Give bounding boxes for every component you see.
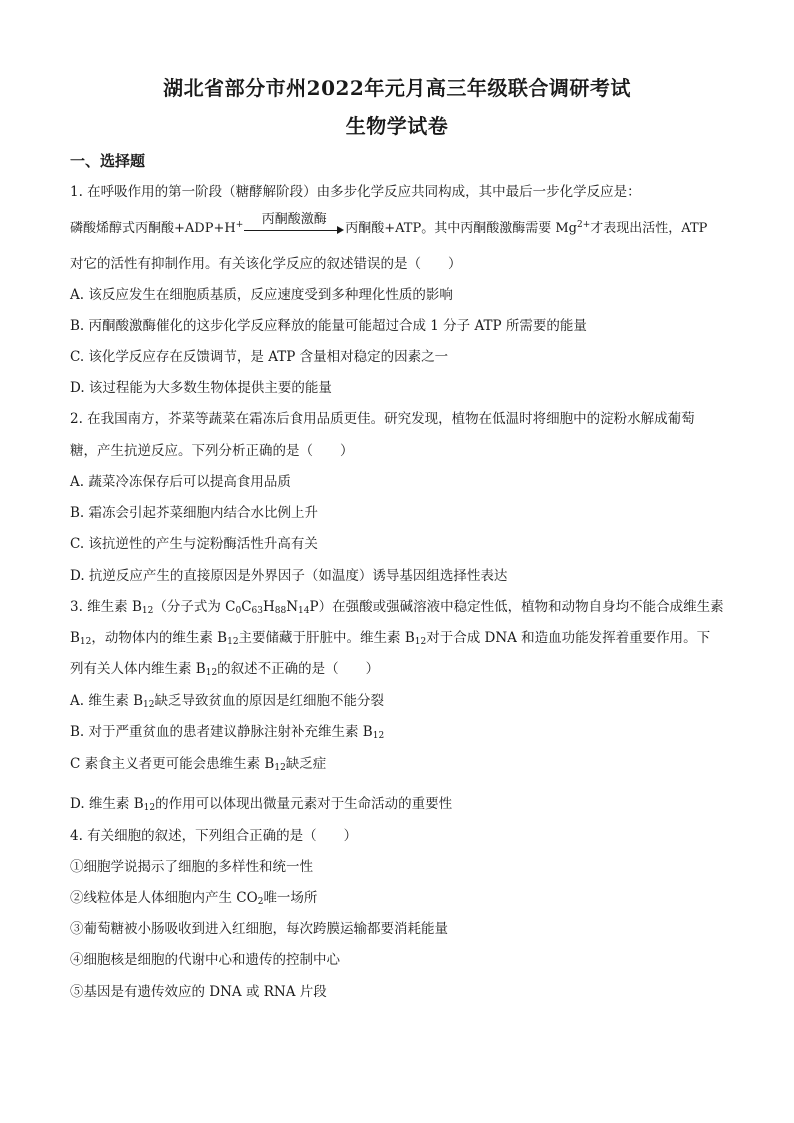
q1-equation-line [70,212,708,238]
subscript: 14 [298,606,310,616]
subscript: 12 [143,803,156,813]
subscript: 12 [372,731,385,741]
q3-l1-text: N [286,599,299,615]
q4-item-4: ④细胞核是细胞的代谢中心和遗传的控制中心 [70,952,340,968]
q1-eq-left: 磷酸烯醇式丙酮酸+ADP+H [70,221,236,236]
q3-l2-text: ，动物体内的维生素 B [91,630,228,646]
arrow-head-icon [337,226,344,234]
q3-opt-text: A. 维生素 B [70,693,144,709]
q3-opt-text: 缺乏症 [285,756,327,772]
q3-opt-text: B. 对于严重贫血的患者建议静脉注射补充维生素 B [70,724,373,740]
q3-l2-text: 主要储藏于肝脏中。维生素 B [238,630,415,646]
subscript: 88 [274,606,287,616]
q3-l3-text: 列有关人体内维生素 B [70,661,206,677]
arrow-shaft [244,230,338,231]
q1-option-c: C. 该化学反应存在反馈调节，是 ATP 含量相对稳定的因素之一 [70,349,449,365]
q1-option-a: A. 该反应发生在细胞质基质，反应速度受到多种理化性质的影响 [70,287,453,303]
q3-l1-text: C [241,599,252,615]
q1-eq-enzyme: 丙酮酸激酶 [261,212,327,227]
q4-item-3: ③葡萄糖被小肠吸收到进入红细胞，每次跨膜运输都要消耗能量 [70,921,448,937]
subscript: 12 [143,700,155,710]
q3-opt-text: D. 维生素 B [70,796,144,812]
subscript: 12 [227,637,239,647]
q1-eq-right: 丙酮酸+ATP。其中丙酮酸激酶需要 Mg [345,221,577,236]
q3-opt-text: C 素食主义者更可能会患维生素 B [70,756,275,772]
q3-stem-line2 [70,629,710,647]
exam-title: 湖北省部分市州2022年元月高三年级联合调研考试 [163,76,631,100]
q3-option-b [70,723,384,741]
q1-stem-line3: 对它的活性有抑制作用。有关该化学反应的叙述错误的是（ ） [70,256,462,272]
subscript: 63 [251,606,263,616]
q3-l1-text: 3. 维生素 B [70,599,142,615]
q4-stem: 4. 有关细胞的叙述，下列组合正确的是（ ） [70,828,358,844]
subscript: 12 [141,606,154,616]
section-heading: 一、选择题 [70,152,146,170]
q2-stem-line2: 糖，产生抗逆反应。下列分析正确的是（ ） [70,443,354,459]
q4-item-1: ①细胞学说揭示了细胞的多样性和统一性 [70,859,313,875]
q2-option-b: B. 霜冻会引起芥菜细胞内结合水比例上升 [70,505,319,521]
q3-l1-text: （分子式为 C [153,599,236,615]
subscript: 2 [257,897,264,907]
q4-item2-text: 唯一场所 [263,890,318,906]
q1-eq-left-sup: + [235,220,244,230]
q3-opt-text: 缺乏导致贫血的原因是红细胞不能分裂 [154,693,384,709]
q3-l2-text: 对于合成 DNA 和造血功能发挥着重要作用。下 [426,630,711,646]
q3-option-d [70,795,452,813]
subscript: 12 [205,668,218,678]
subscript: 12 [414,637,427,647]
q1-stem-line1: 1. 在呼吸作用的第一阶段（糖酵解阶段）由多步化学反应共同构成，其中最后一步化学反应是： [70,184,641,200]
q4-item-2 [70,889,317,907]
q3-option-c [70,755,326,773]
q2-option-d: D. 抗逆反应产生的直接原因是外界因子（如温度）诱导基因组选择性表达 [70,568,508,584]
reaction-arrow [244,212,344,238]
q3-l1-text: P）在强酸或强碱溶液中稳定性低，植物和动物自身均不能合成维生素 [309,599,724,615]
q3-stem-line3 [70,660,379,678]
q3-opt-text: 的作用可以体现出微量元素对于生命活动的重要性 [155,796,453,812]
exam-subtitle: 生物学试卷 [345,114,449,138]
q4-item-5: ⑤基因是有遗传效应的 DNA 或 RNA 片段 [70,984,327,1000]
q2-option-c: C. 该抗逆性的产生与淀粉酶活性升高有关 [70,536,318,552]
q3-stem-line1 [70,598,724,616]
subscript: 12 [274,763,286,773]
q3-l2-text: B [70,630,80,646]
subscript: 12 [79,637,92,647]
q3-option-a [70,692,384,710]
q3-l1-text: H [263,599,275,615]
q3-l3-text: 的叙述不正确的是（ ） [217,661,380,677]
q1-option-d: D. 该过程能为大多数生物体提供主要的能量 [70,380,332,396]
q2-option-a: A. 蔬菜冷冻保存后可以提高食用品质 [70,474,291,490]
q2-stem-line1: 2. 在我国南方，芥菜等蔬菜在霜冻后食用品质更佳。研究发现，植物在低温时将细胞中的淀粉水解成葡萄 [70,411,695,427]
q1-option-b: B. 丙酮酸激酶催化的这步化学反应释放的能量可能超过合成 1 分子 ATP 所需要的能量 [70,318,587,334]
q1-eq-right-sup: 2+ [577,220,591,230]
subscript: 0 [235,606,242,616]
q1-eq-tail: 才表现出活性，ATP [590,221,708,236]
q4-item2-text: ②线粒体是人体细胞内产生 CO [70,890,258,906]
